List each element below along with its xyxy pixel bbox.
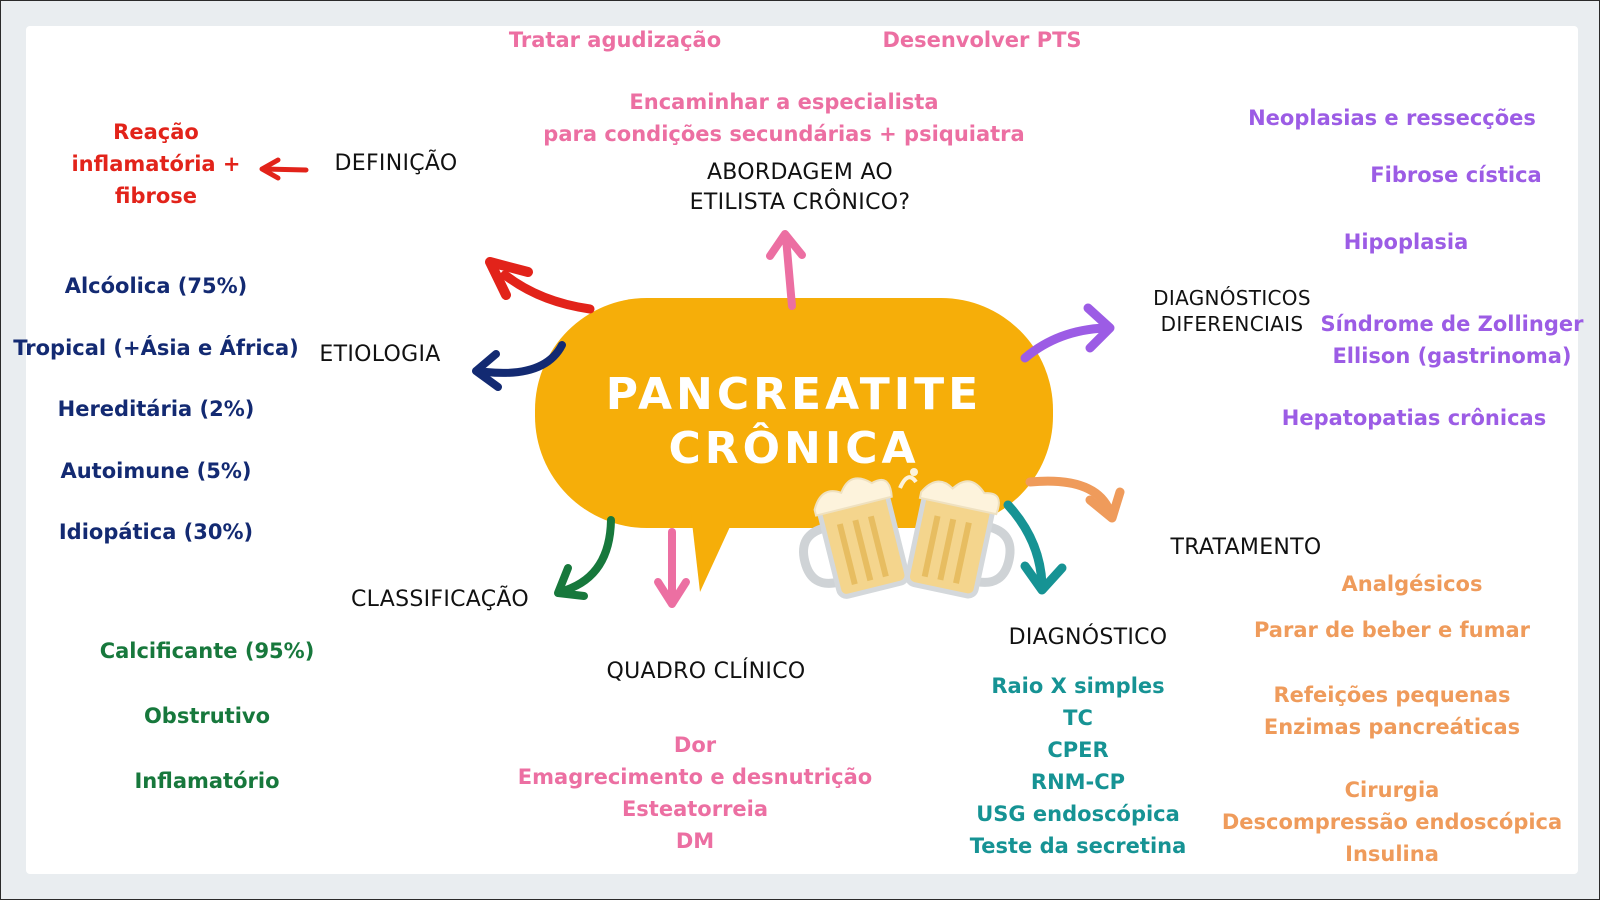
- arrow-abordagem: [770, 234, 802, 306]
- diagnostico-heading: DIAGNÓSTICO: [1008, 625, 1168, 650]
- definicao-heading: DEFINIÇÃO: [334, 151, 458, 176]
- tratamento-heading: TRATAMENTO: [1170, 535, 1322, 560]
- tratamento-item: Enzimas pancreáticas: [1263, 715, 1521, 739]
- abordagem-referral: [543, 86, 1024, 150]
- quadro-clinico-item: Emagrecimento e desnutrição: [517, 765, 873, 789]
- etiologia-item: Autoimune (5%): [60, 459, 252, 483]
- tratamento-item: Descompressão endoscópica: [1221, 810, 1563, 834]
- classificacao-item: Calcificante (95%): [99, 639, 315, 663]
- diagnostico-item: Raio X simples: [991, 674, 1165, 698]
- central-title-line2: CRÔNICA: [668, 423, 920, 474]
- tratamento-item: Analgésicos: [1341, 572, 1483, 596]
- abordagem-item: para condições secundárias + psiquiatra: [543, 122, 1025, 146]
- tratamento-item: Cirurgia: [1344, 778, 1440, 802]
- classificacao-heading: CLASSIFICAÇÃO: [351, 587, 529, 612]
- central-title: [606, 368, 982, 476]
- definicao-text: [71, 116, 240, 212]
- etiologia-item: Hereditária (2%): [57, 397, 255, 421]
- quadro-clinico-list: [518, 729, 872, 857]
- tratamento-group: [1264, 679, 1520, 743]
- diagnostico-item: RNM-CP: [1030, 770, 1126, 794]
- quadro-clinico-item: Esteatorreia: [621, 797, 769, 821]
- diferenciais-heading-line1: DIAGNÓSTICOS: [1153, 286, 1311, 310]
- abordagem-heading-line1: ABORDAGEM AO: [706, 160, 894, 185]
- definicao-line: fibrose: [114, 184, 198, 208]
- diferenciais-item: Ellison (gastrinoma): [1332, 344, 1572, 368]
- quadro-clinico-item: DM: [675, 829, 715, 853]
- definicao-line: Reação: [113, 120, 199, 144]
- central-title-line1: PANCREATITE: [605, 369, 983, 420]
- tratamento-item: Refeições pequenas: [1273, 683, 1511, 707]
- etiologia-item: Tropical (+Ásia e África): [13, 336, 299, 360]
- arrow-tratamento: [1030, 481, 1120, 518]
- abordagem-item: Encaminhar a especialista: [629, 90, 939, 114]
- tratamento-group: [1222, 774, 1562, 870]
- diferenciais-item: Hipoplasia: [1343, 230, 1469, 254]
- definicao-line: inflamatória +: [71, 152, 241, 176]
- diferenciais-item: Síndrome de Zollinger: [1320, 312, 1584, 336]
- abordagem-item: Tratar agudização: [508, 28, 722, 52]
- classificacao-item: Obstrutivo: [143, 704, 271, 728]
- diagnostico-list: [970, 670, 1187, 862]
- diferenciais-item: Neoplasias e ressecções: [1248, 106, 1536, 130]
- diagnostico-item: USG endoscópica: [976, 802, 1180, 826]
- diagnostico-item: TC: [1063, 706, 1093, 730]
- abordagem-heading: [690, 158, 911, 218]
- arrow-definicao-small: [262, 160, 306, 178]
- arrow-diferenciais: [1025, 308, 1110, 358]
- etiologia-item: Alcóolica (75%): [64, 274, 248, 298]
- arrow-diagnostico: [1008, 505, 1062, 590]
- arrow-definicao: [490, 262, 590, 309]
- arrow-classificacao: [558, 520, 611, 596]
- abordagem-item: Desenvolver PTS: [882, 28, 1082, 52]
- quadro-clinico-heading: QUADRO CLÍNICO: [606, 659, 806, 684]
- etiologia-item: Idiopática (30%): [58, 520, 254, 544]
- tratamento-item: Insulina: [1345, 842, 1439, 866]
- diferenciais-item: Hepatopatias crônicas: [1281, 406, 1547, 430]
- tratamento-item: Parar de beber e fumar: [1253, 618, 1531, 642]
- diagnostico-item: Teste da secretina: [969, 834, 1187, 858]
- diferenciais-zollinger: [1321, 308, 1584, 372]
- diagnostico-item: CPER: [1047, 738, 1109, 762]
- arrow-quadro-clinico: [658, 532, 686, 604]
- classificacao-item: Inflamatório: [134, 769, 280, 793]
- etiologia-heading: ETIOLOGIA: [319, 342, 441, 367]
- abordagem-heading-line2: ETILISTA CRÔNICO?: [689, 190, 911, 215]
- diferenciais-heading-line2: DIFERENCIAIS: [1160, 312, 1304, 336]
- quadro-clinico-item: Dor: [673, 733, 717, 757]
- diferenciais-heading: [1153, 285, 1311, 337]
- diferenciais-item: Fibrose cística: [1370, 163, 1542, 187]
